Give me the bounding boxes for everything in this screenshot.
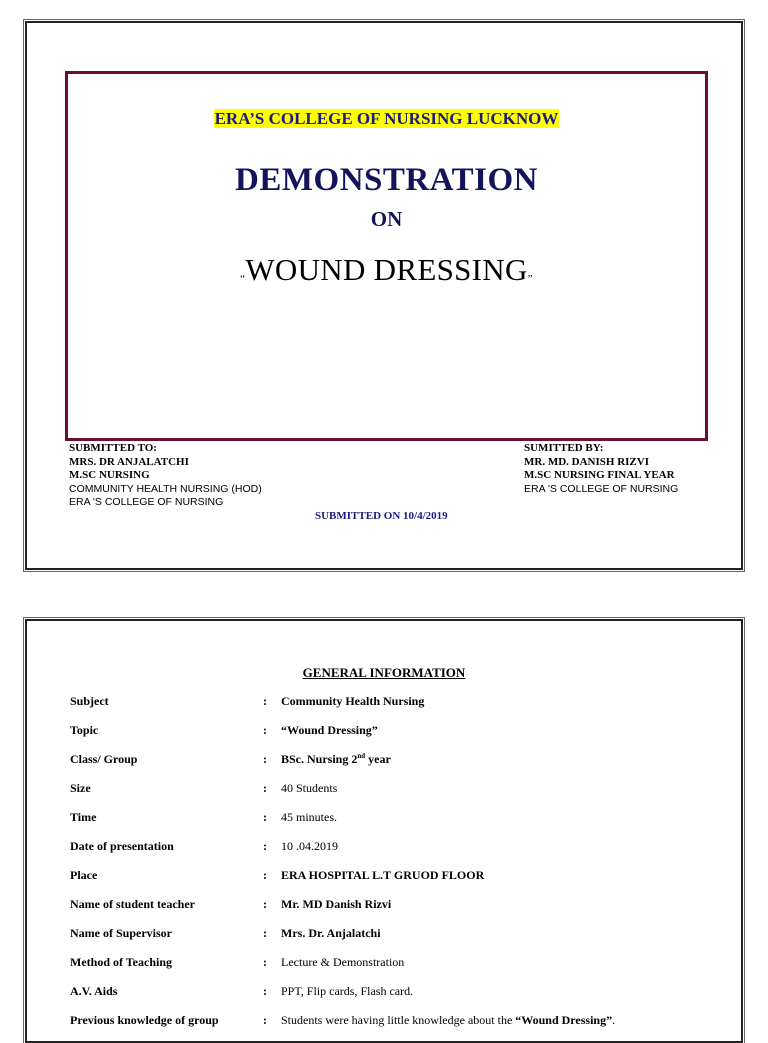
row-label: Size (70, 781, 91, 795)
info-row-student-teacher (70, 897, 730, 926)
row-colon: : (263, 694, 267, 708)
row-value: Mrs. Dr. Anjalatchi (281, 926, 381, 940)
row-label: Class/ Group (70, 752, 138, 766)
demonstration-heading: DEMONSTRATION (235, 162, 538, 198)
close-quote: ” (527, 273, 533, 285)
cover-page (25, 21, 743, 570)
info-row-date (70, 839, 730, 868)
row-colon: : (263, 1013, 267, 1027)
topic-heading (68, 252, 705, 288)
info-row-place (70, 868, 730, 897)
row-label: Place (70, 868, 98, 882)
row-label: Time (70, 810, 97, 824)
general-info-title: GENERAL INFORMATION (302, 665, 466, 680)
title-frame (65, 71, 708, 441)
row-colon: : (263, 752, 267, 766)
row-value: BSc. Nursing 2nd year (281, 752, 391, 766)
row-label: Name of Supervisor (70, 926, 172, 940)
submitted-by-college: ERA 'S COLLEGE OF NURSING (524, 482, 679, 495)
row-value: Lecture & Demonstration (281, 955, 405, 969)
open-quote: “ (240, 273, 246, 285)
submitted-by-label: SUMITTED BY: (524, 442, 604, 454)
submitted-to-dept: COMMUNITY HEALTH NURSING (HOD) (69, 482, 262, 495)
row-value: ERA HOSPITAL L.T GRUOD FLOOR (281, 868, 485, 882)
submitted-to-degree: M.SC NURSING (69, 469, 150, 481)
row-label: Topic (70, 723, 99, 737)
row-colon: : (263, 810, 267, 824)
info-row-method (70, 955, 730, 984)
info-row-size (70, 781, 730, 810)
submitted-on-date: SUBMITTED ON 10/4/2019 (315, 510, 448, 522)
general-info-table (70, 694, 730, 1042)
row-value: Community Health Nursing (281, 694, 425, 708)
college-name: ERA’S COLLEGE OF NURSING LUCKNOW (214, 109, 559, 128)
row-colon: : (263, 897, 267, 911)
submitted-by-block (524, 442, 678, 496)
row-colon: : (263, 926, 267, 940)
info-row-av-aids (70, 984, 730, 1013)
row-value: 45 minutes. (281, 810, 337, 824)
row-label: Date of presentation (70, 839, 174, 853)
submitted-to-name: MRS. DR ANJALATCHI (69, 455, 189, 468)
row-label: Previous knowledge of group (70, 1013, 219, 1027)
info-row-previous-knowledge (70, 1013, 730, 1042)
info-row-subject (70, 694, 730, 723)
row-label: Subject (70, 694, 109, 708)
row-colon: : (263, 868, 267, 882)
on-heading: ON (370, 207, 403, 231)
row-value: 40 Students (281, 781, 338, 795)
submitted-to-label: SUBMITTED TO: (69, 442, 157, 454)
row-colon: : (263, 781, 267, 795)
topic-text: WOUND DRESSING (245, 252, 528, 287)
row-colon: : (263, 723, 267, 737)
row-label: A.V. Aids (70, 984, 118, 998)
submitted-to-block (69, 442, 262, 510)
row-colon: : (263, 984, 267, 998)
row-value: Mr. MD Danish Rizvi (281, 897, 392, 911)
row-value: “Wound Dressing” (281, 723, 378, 737)
submitted-to-college: ERA 'S COLLEGE OF NURSING (69, 496, 224, 508)
info-row-topic (70, 723, 730, 752)
row-colon: : (263, 839, 267, 853)
info-row-supervisor (70, 926, 730, 955)
row-label: Name of student teacher (70, 897, 195, 911)
submitted-by-name: MR. MD. DANISH RIZVI (524, 455, 649, 468)
row-value: Students were having little knowledge about the “Wound Dressing”. (281, 1013, 616, 1027)
general-info-page (25, 619, 743, 1043)
info-row-time (70, 810, 730, 839)
row-value: PPT, Flip cards, Flash card. (281, 984, 414, 998)
row-colon: : (263, 955, 267, 969)
info-row-class-group (70, 752, 730, 781)
submitted-by-degree: M.SC NURSING FINAL YEAR (524, 469, 675, 481)
row-label: Method of Teaching (70, 955, 173, 969)
row-value: 10 .04.2019 (281, 839, 338, 853)
